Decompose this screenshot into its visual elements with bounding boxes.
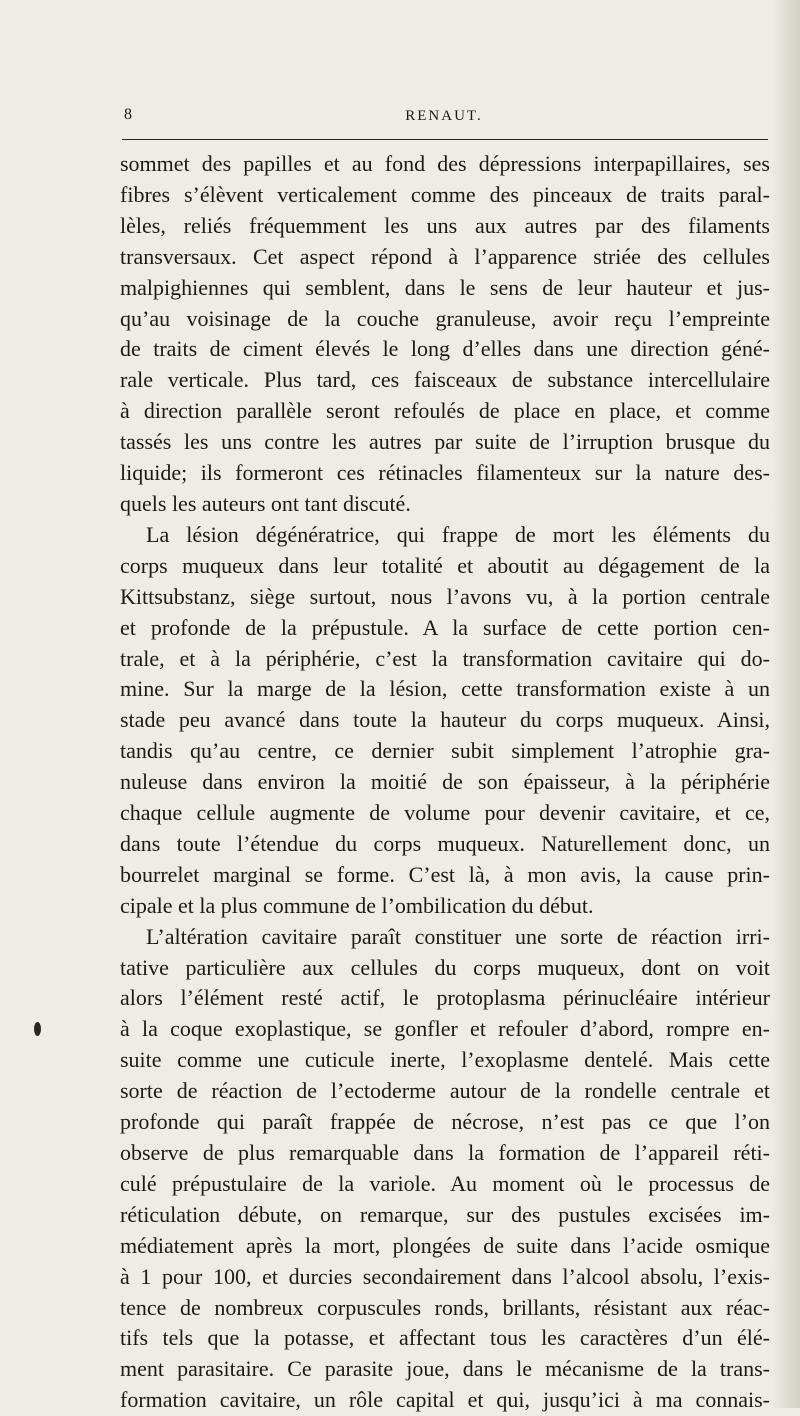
text-line: rale verticale. Plus tard, ces faisceaux de substance intercellulaire [120, 367, 770, 393]
text-line: et profonde de la prépustule. A la surface de cette portion cen- [120, 614, 770, 640]
text-line: trale, et à la périphérie, c’est la transformation cavitaire qui do- [120, 645, 770, 671]
text-line: liquide; ils formeront ces rétinacles filamenteux sur la nature des- [120, 460, 770, 486]
margin-ink-mark [34, 1022, 41, 1036]
text-line: La lésion dégénératrice, qui frappe de mort les éléments du [146, 521, 770, 547]
text-line: suite comme une cuticule inerte, l’exoplasme dentelé. Mais cette [120, 1047, 770, 1073]
paragraph-1 [120, 149, 770, 520]
text-line: ment parasitaire. Ce parasite joue, dans le mécanisme de la trans- [120, 1356, 770, 1382]
page-number: 8 [124, 106, 132, 123]
text-line: qu’au voisinage de la couche granuleuse, avoir reçu l’empreinte [120, 305, 770, 331]
text-line: transversaux. Cet aspect répond à l’apparence striée des cellules [120, 243, 770, 269]
text-line: à direction parallèle seront refoulés de place en place, et comme [120, 398, 770, 424]
text-line: à 1 pour 100, et durcies secondairement dans l’alcool absolu, l’exis- [120, 1263, 770, 1289]
page-header [120, 104, 768, 134]
text-line: quels les auteurs ont tant discuté. [120, 490, 411, 516]
body-text [120, 149, 770, 1416]
text-line: alors l’élément resté actif, le protoplasma périnucléaire intérieur [120, 985, 770, 1011]
text-line: profonde qui paraît frappée de nécrose, n’est pas ce que l’on [120, 1109, 770, 1135]
text-line: bourrelet marginal se forme. C’est là, à mon avis, la cause prin- [120, 861, 770, 887]
paragraph-2 [120, 520, 770, 922]
text-line: observe de plus remarquable dans la formation de l’appareil réti- [120, 1140, 770, 1165]
text-line: tifs tels que la potasse, et affectant tous les caractères d’un élé- [120, 1325, 770, 1351]
header-rule [122, 139, 768, 140]
text-line: médiatement après la mort, plongées de suite dans l’acide osmique [120, 1232, 770, 1258]
text-line: de traits de ciment élevés le long d’elles dans une direction géné- [120, 336, 770, 362]
text-line: formation cavitaire, un rôle capital et qui, jusqu’ici à ma connais- [120, 1387, 770, 1413]
text-line: L’altération cavitaire paraît constituer une sorte de réaction irri- [146, 923, 770, 949]
text-line: corps muqueux dans leur totalité et aboutit au dégagement de la [120, 552, 770, 578]
text-line: sorte de réaction de l’ectoderme autour de la rondelle centrale et [120, 1078, 770, 1104]
text-line: lèles, reliés fréquemment les uns aux autres par des filaments [120, 212, 770, 238]
text-line: tassés les uns contre les autres par suite de l’irruption brusque du [120, 429, 770, 455]
text-line: Kittsubstanz, siège surtout, nous l’avons vu, à la portion centrale [120, 583, 770, 609]
paragraph-3 [120, 922, 770, 1416]
text-line: réticulation débute, on remarque, sur des pustules excisées im- [120, 1201, 770, 1227]
text-line: fibres s’élèvent verticalement comme des pinceaux de traits paral- [120, 181, 770, 207]
text-line: culé prépustulaire de la variole. Au moment où le processus de [120, 1170, 770, 1196]
text-line: chaque cellule augmente de volume pour devenir cavitaire, et ce, [120, 800, 770, 826]
text-line: stade peu avancé dans toute la hauteur du corps muqueux. Ainsi, [120, 707, 770, 733]
text-line: tative particulière aux cellules du corps muqueux, dont on voit [120, 954, 770, 980]
running-head: RENAUT. [405, 108, 483, 124]
text-line: tence de nombreux corpuscules ronds, brillants, résistant aux réac- [120, 1294, 770, 1320]
text-line: nuleuse dans environ la moitié de son épaisseur, à la périphérie [120, 769, 770, 795]
text-line: sommet des papilles et au fond des dépressions interpapillaires, ses [120, 151, 770, 176]
text-line: cipale et la plus commune de l’ombilication du début. [120, 892, 594, 918]
text-line: à la coque exoplastique, se gonfler et refouler d’abord, rompre en- [120, 1016, 770, 1042]
text-line: mine. Sur la marge de la lésion, cette transformation existe à un [120, 676, 770, 702]
text-line: tandis qu’au centre, ce dernier subit simplement l’atrophie gra- [120, 738, 770, 764]
text-line: dans toute l’étendue du corps muqueux. Naturellement donc, un [120, 830, 770, 856]
page-edge-shadow [770, 0, 800, 1408]
text-line: malpighiennes qui semblent, dans le sens de leur hauteur et jus- [120, 274, 770, 300]
